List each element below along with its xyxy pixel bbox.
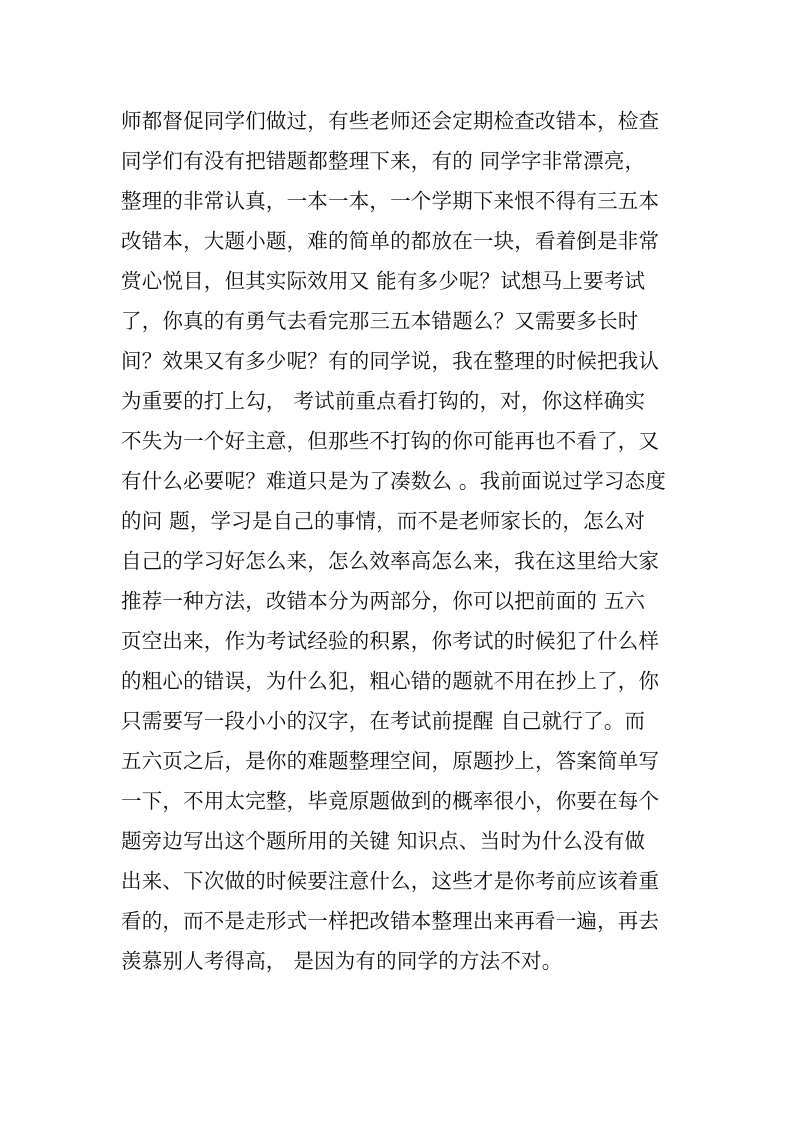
text-line-6: 了，你真的有勇气去看完那三五本错题么？又需要多长时	[121, 309, 639, 333]
text-line-17: 五六页之后，是你的难题整理空间，原题抄上，答案简单写	[121, 749, 660, 773]
text-line-4: 改错本，大题小题，难的简单的都放在一块，看着倒是非常	[121, 229, 660, 253]
text-line-14: 页空出来，作为考试经验的积累，你考试的时候犯了什么样	[121, 629, 660, 653]
text-line-20: 出来、下次做的时候要注意什么，这些才是你考前应该着重	[121, 869, 660, 893]
body-paragraph	[121, 101, 676, 981]
text-line-8: 为重要的打上勾， 考试前重点看打钩的，对，你这样确实	[121, 389, 646, 413]
text-line-7: 间？效果又有多少呢？有的同学说，我在整理的时候把我认	[121, 349, 660, 373]
text-line-5: 赏心悦目，但其实际效用又 能有多少呢？试想马上要考试	[121, 269, 646, 293]
text-line-2: 同学们有没有把错题都整理下来，有的 同学字非常漂亮，	[121, 149, 646, 173]
text-line-11: 的问 题，学习是自己的事情，而不是老师家长的，怎么对	[121, 509, 646, 533]
text-line-19: 题旁边写出这个题所用的关键 知识点、当时为什么没有做	[121, 829, 646, 853]
text-line-9: 不失为一个好主意，但那些不打钩的你可能再也不看了，又	[121, 429, 660, 453]
text-line-18: 一下，不用太完整，毕竟原题做到的概率很小，你要在每个	[121, 789, 660, 813]
text-line-3: 整理的非常认真，一本一本，一个学期下来恨不得有三五本	[121, 189, 660, 213]
text-line-16: 只需要写一段小小的汉字，在考试前提醒 自己就行了。而	[121, 709, 646, 733]
text-line-12: 自己的学习好怎么来，怎么效率高怎么来，我在这里给大家	[121, 549, 660, 573]
text-line-22: 羡慕别人考得高， 是因为有的同学的方法不对。	[121, 949, 563, 973]
text-line-15: 的粗心的错误，为什么犯，粗心错的题就不用在抄上了，你	[121, 669, 660, 693]
text-line-13: 推荐一种方法，改错本分为两部分，你可以把前面的 五六	[121, 589, 646, 613]
text-line-10: 有什么必要呢？难道只是为了凑数么 。我前面说过学习态度	[121, 469, 666, 493]
text-line-1: 师都督促同学们做过，有些老师还会定期检查改错本，检查	[121, 109, 660, 133]
text-line-21: 看的，而不是走形式一样把改错本整理出来再看一遍，再去	[121, 909, 660, 933]
